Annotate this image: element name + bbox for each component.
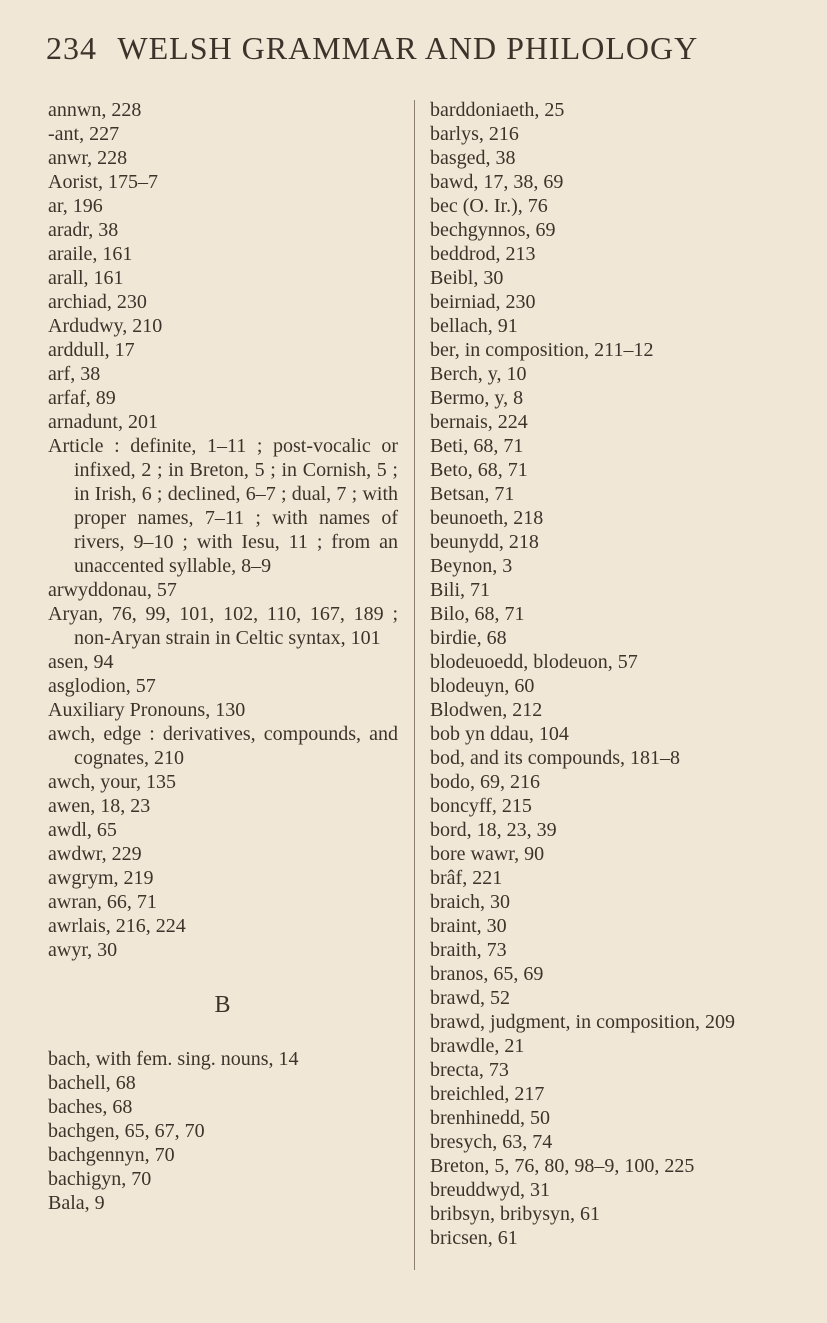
index-entry: Bermo, y, 8 xyxy=(430,387,524,409)
index-entry: braich, 30 xyxy=(430,891,510,913)
index-entry: awyr, 30 xyxy=(48,939,118,961)
running-title: WELSH GRAMMAR AND PHILOLOGY xyxy=(117,30,699,66)
index-entry: arwyddonau, 57 xyxy=(48,579,177,601)
index-entry: barlys, 216 xyxy=(430,123,519,145)
index-entry: baches, 68 xyxy=(48,1096,133,1118)
index-entry: araile, 161 xyxy=(48,243,133,265)
index-entry: arall, 161 xyxy=(48,267,124,289)
index-entry: awdwr, 229 xyxy=(48,843,142,865)
index-entry: bribsyn, bribysyn, 61 xyxy=(430,1203,600,1225)
index-entry: asglodion, 57 xyxy=(48,675,156,697)
column-divider xyxy=(414,100,415,1270)
page-number: 234 xyxy=(46,30,97,66)
index-entry: Bili, 71 xyxy=(430,579,491,601)
index-entry: bod, and its compounds, 181–8 xyxy=(430,747,680,769)
index-entry: beunoeth, 218 xyxy=(430,507,544,529)
index-entry: Blodwen, 212 xyxy=(430,699,543,721)
index-entry: bore wawr, 90 xyxy=(430,843,545,865)
index-entry: Beynon, 3 xyxy=(430,555,513,577)
index-entry: bechgynnos, 69 xyxy=(430,219,556,241)
index-column-right xyxy=(430,98,810,1250)
index-entry: bachigyn, 70 xyxy=(48,1168,152,1190)
index-entry: Beti, 68, 71 xyxy=(430,435,524,457)
index-entry: awch, your, 135 xyxy=(48,771,177,793)
index-entry: bachgennyn, 70 xyxy=(48,1144,175,1166)
index-entry: Beto, 68, 71 xyxy=(430,459,528,481)
index-entry: bob yn ddau, 104 xyxy=(430,723,569,745)
index-entry: Article : definite, 1–11 ; post-vocalic or infixed, 2 ; in Breton, 5 ; in Cornish, 5 ; in Irish, 6 ; declined, 6–7 ; dual, 7 ; with proper names, 7–11 ; with names of rivers, 9–10 ; with Iesu, 11 ; from an unaccented syllable, 8–9 xyxy=(48,435,398,577)
index-entry: awdl, 65 xyxy=(48,819,117,841)
index-entry: bach, with fem. sing. nouns, 14 xyxy=(48,1048,299,1070)
index-entry: Bilo, 68, 71 xyxy=(430,603,525,625)
index-entry: beunydd, 218 xyxy=(430,531,539,553)
index-entry: Breton, 5, 76, 80, 98–9, 100, 225 xyxy=(430,1155,695,1177)
index-entry: bresych, 63, 74 xyxy=(430,1131,553,1153)
index-entry: -ant, 227 xyxy=(48,123,120,145)
index-entry: asen, 94 xyxy=(48,651,114,673)
index-entry: Beibl, 30 xyxy=(430,267,504,289)
index-entry: birdie, 68 xyxy=(430,627,507,649)
index-entry: anwr, 228 xyxy=(48,147,128,169)
index-entry: brawd, judgment, in composition, 209 xyxy=(430,1011,735,1033)
index-entry: bachgen, 65, 67, 70 xyxy=(48,1120,205,1142)
index-entry: bawd, 17, 38, 69 xyxy=(430,171,564,193)
index-entry: bodo, 69, 216 xyxy=(430,771,540,793)
index-entry: braint, 30 xyxy=(430,915,507,937)
index-entry: awch, edge : derivatives, compounds, and cognates, 210 xyxy=(48,723,398,769)
index-entry: beirniad, 230 xyxy=(430,291,536,313)
index-entry: arfaf, 89 xyxy=(48,387,116,409)
index-entry: awran, 66, 71 xyxy=(48,891,157,913)
index-entry: brawd, 52 xyxy=(430,987,510,1009)
index-entry: bernais, 224 xyxy=(430,411,528,433)
index-entry: blodeuyn, 60 xyxy=(430,675,535,697)
index-entry: blodeuoedd, blodeuon, 57 xyxy=(430,651,638,673)
index-entry: barddoniaeth, 25 xyxy=(430,99,565,121)
index-entry: basged, 38 xyxy=(430,147,516,169)
index-entry: breichled, 217 xyxy=(430,1083,545,1105)
index-entry: Aryan, 76, 99, 101, 102, 110, 167, 189 ; non-Aryan strain in Celtic syntax, 101 xyxy=(48,603,398,649)
index-entry: bellach, 91 xyxy=(430,315,518,337)
index-entry: Betsan, 71 xyxy=(430,483,515,505)
index-entry: ber, in composition, 211–12 xyxy=(430,339,654,361)
index-entry: ar, 196 xyxy=(48,195,103,217)
index-entry: arnadunt, 201 xyxy=(48,411,158,433)
index-entry: brecta, 73 xyxy=(430,1059,509,1081)
index-entry: annwn, 228 xyxy=(48,99,142,121)
index-entry: boncyff, 215 xyxy=(430,795,532,817)
index-entry: beddrod, 213 xyxy=(430,243,536,265)
index-entry: archiad, 230 xyxy=(48,291,147,313)
section-heading-b: B xyxy=(214,992,232,1018)
index-entry: arf, 38 xyxy=(48,363,101,385)
index-entry: Berch, y, 10 xyxy=(430,363,527,385)
index-entry: awgrym, 219 xyxy=(48,867,154,889)
index-entry: awen, 18, 23 xyxy=(48,795,151,817)
index-entry: arddull, 17 xyxy=(48,339,135,361)
index-entry: brawdle, 21 xyxy=(430,1035,525,1057)
index-column-left xyxy=(48,98,398,1215)
index-entry: Bala, 9 xyxy=(48,1192,105,1214)
index-entry: bec (O. Ir.), 76 xyxy=(430,195,548,217)
index-entry: awrlais, 216, 224 xyxy=(48,915,186,937)
index-entry: branos, 65, 69 xyxy=(430,963,544,985)
index-entry: bord, 18, 23, 39 xyxy=(430,819,557,841)
index-entry: breuddwyd, 31 xyxy=(430,1179,550,1201)
index-entry: Ardudwy, 210 xyxy=(48,315,163,337)
index-entry: Auxiliary Pronouns, 130 xyxy=(48,699,246,721)
index-entry: brenhinedd, 50 xyxy=(430,1107,550,1129)
index-entry: aradr, 38 xyxy=(48,219,119,241)
index-entry: brâf, 221 xyxy=(430,867,503,889)
index-entry: bachell, 68 xyxy=(48,1072,136,1094)
index-entry: Aorist, 175–7 xyxy=(48,171,158,193)
index-entry: braith, 73 xyxy=(430,939,507,961)
page-header xyxy=(46,30,806,67)
index-entry: bricsen, 61 xyxy=(430,1227,518,1249)
